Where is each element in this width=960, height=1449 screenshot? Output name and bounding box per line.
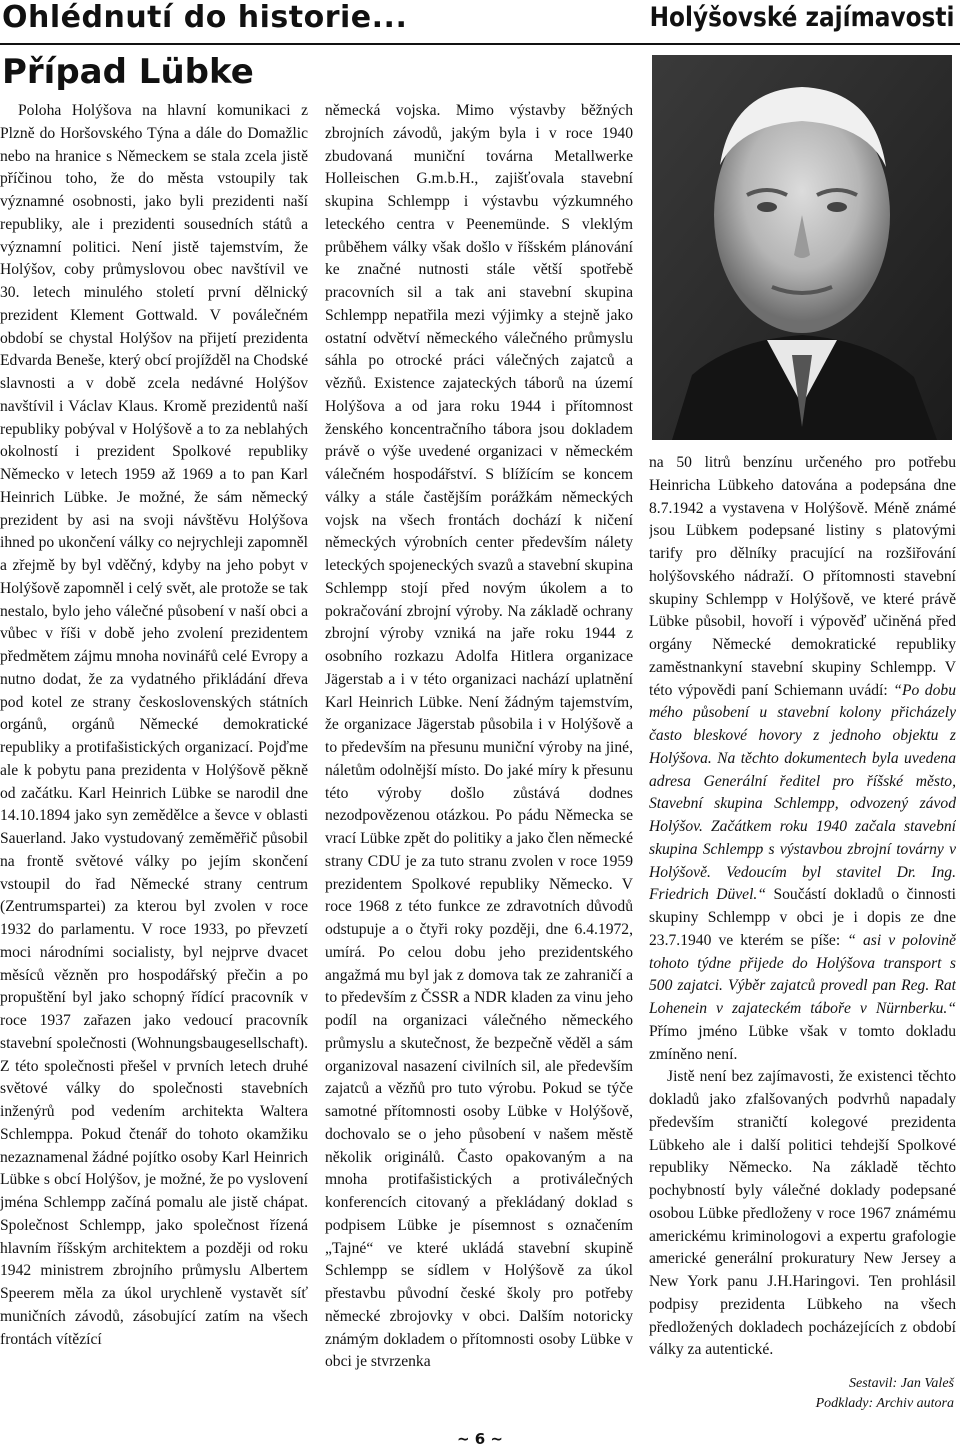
article-column-1 — [0, 100, 308, 1410]
text-run: Přímo jméno Lübke však v tomto dokladu zmíněno není. — [649, 1022, 956, 1063]
paragraph — [649, 452, 956, 1066]
paragraph: německá vojska. Mimo výstavby běžných zbrojních závodů, jakým byla i v roce 1940 zbudovaná muniční továrna Metallwerke Holleischen G.m.b.H., zajišťovala stavební skupina Schlempp i výstavbu výzkumného leteckého centra v Peenemünde. S vleklým průběhem války však došlo v říšském plánování ke značné nutnosti stále větší spotřebě pracovních sil a tak ani stavební skupina Schlempp nepatřila mezi výjimky a stejně jako ostatní odvětví německého válečného průmyslu sáhla po otrocké práci válečných zajatců a vězňů. Existence zajateckých táborů na území Holýšova a od jara roku 1944 i přítomnost ženského koncentračního tábora jsou dokladem právě o výše uvedené organizaci v německém válečném hospodářství. S blížícím se koncem války a stále častějším porážkám německých vojsk na všech frontách dochází k ničení německých výrobních center především nálety leteckých spojeneckých svazů a stavební skupina Schlempp stojí před novým úkolem a to pokračování zbrojní výroby. Na základě ochrany zbrojní výroby vzniká na jaře roku 1944 z osobního rozkazu Adolfa Hitlera organizace Jägerstab a i v této organizaci nachází uplatnění Karl Heinrich Lübke. Není žádným tajemstvím, že organizace Jägerstab působila i v Holýšově a to především na přesunu muniční výroby na jiné, náletům odolnější místo. Do jaké míry k přesunu této výroby došlo zůstává dodnes nezodpovězenou otázkou. Po pádu Německa se vrací Lübke zpět do politiky a jako člen německé strany CDU je za tuto stranu zvolen v roce 1959 prezidentem Spolkové republiky Německo. V roce 1968 z této funkce ze zdravotních důvodů odstupuje a o čtyři roky později, dne 6.4.1972, umírá. Po celou dobu jeho prezidentského angažmá mu byl jak z domova tak ze zahraničí a to především z ČSSR a NDR kladen za vinu jeho podíl na organizaci válečného německého průmyslu a skutečnost, že bezpečně věděl a sám organizoval nasazení civilních sil, ale především zajatců a vězňů pro tuto výrobu. Pokud se týče samotné přítomnosti osoby Lübke v Holýšově, dochovalo se o jeho působení v našem městě několik originálů. Často opakovaným a na mnoha protifašistických a protiválečných konferencích citovaný a překládaný doklad s podpisem Lübke je písemnost s označením „Tajné“ ve které ukládá stavební skupině Schlempp se sídlem v Holýšově za úkol přestavbu původní české školy pro potřeby německé zbrojovky v obci. Dalším notoricky známým dokladem o přítomnosti osoby Lübke v obci je stvrzenka — [325, 102, 633, 1371]
paragraph: Jistě není bez zajímavosti, že existenci těchto dokladů jako zfalšovaných podvrhů napadaly především straničtí kolegové prezidenta Lübkeho ale i další politici tehdejší Spolkové republiky Německo. Na základě těchto pochybností byly válečné doklady podepsané osobou Lübke předloženy v roce 1967 známému americkému kriminologovi a expertu grafologie americké generální prokuratury New Jersey a New York panu J.H.Haringovi. Ten prohlásil podpisy prezidenta Lübkeho na všech předložených dokladech pocházejících z období války za autentické. — [649, 1068, 956, 1359]
article-title: Případ Lübke — [2, 52, 254, 92]
credit-sources: Podklady: Archiv autora — [815, 1396, 954, 1411]
article-column-2 — [325, 100, 633, 1410]
text-run: Součástí dokladů o činnosti skupiny Schlempp v obci je i dopis ze dne 23.7.1940 ve kterém se píše: — [649, 886, 956, 949]
paragraph: Poloha Holýšova na hlavní komunikaci z Plzně do Horšovského Týna a dále do Domažlic nebo na hranice s Německem se stala zcela jistě příčinou toho, že do města vstoupily tak významné osobnosti, jako byli prezidenti naší republiky, ale i prezidenti sousedních států a významní politici. Není jistě tajemstvím, že Holýšov, coby průmyslovou obec navštívil ve 30. letech minulého století první dělnický prezident Klement Gottwald. V poválečném období se chystal Holýšov na přijetí prezidenta Edvarda Beneše, který obcí projížděl na Chodské slavnosti a v době zcela nedávné Holýšov navštívil i Václav Klaus. Kromě prezidentů naší republiky pobýval v Holýšově a to za neblahých okolností i prezident Spolkové republiky Německo v letech 1959 až 1969 a to pan Karl Heinrich Lübke. Je možné, že sám německý prezident by asi na svoji návštěvu Holýšova ihned po ukončení války co nejrychleji zapomněl a zřejmě by byl vděčný, kdyby na jeho pobyt v Holýšově zapomněl i celý svět, ale protože se tak nestalo, bylo jeho válečné působení v naší obci a vůbec v říši v době jeho zvolení prezidentem předmětem zájmu mnoha novinářů celé Evropy a nutno dodat, že za vydatného přikládání dřeva pod kotel ze strany československých státních orgánů, orgánů Německé demokratické republiky a protifašistických organizací. Pojďme ale k pobytu pana prezidenta v Holýšově pěkně od začátku. Karl Heinrich Lübke se narodil dne 14.10.1894 jako syn zemědělce a ševce v oblasti Sauerland. Jako vystudovaný zeměměřič působil na frontě světové války po jejím skončení vstoupil do řad Německé strany centrum (Zentrumspartei) za kterou byl zvolen v roce 1932 do parlamentu. V roce 1933, po převzetí moci národními socialisty, byl nejprve dvacet měsíců vězněn pro hospodářský přečin a po propuštění byl jako schopný řídící pracovník v roce 1937 zařazen jako vedoucí pracovník stavební společnosti (Wohnungsbaugesellschaft). Z této společnosti přešel v prvních letech druhé světové války do společnosti stavebních inženýrů pod vedením architekta Waltera Schlemppa. Pokud čtenář do tohoto okamžiku nezaznamenal žádné pojítko osoby Karl Heinrich Lübke s obcí Holýšov, je možné, že po vyslovení jména Schlempp začíná pomalu ale jistě chápat. Společnost Schlempp, jako společnost řízená hlavním říšským architektem a později od roku 1942 ministrem zbrojního průmyslu Albertem Speerem měla za úkol urychleně vystavět síť muničních závodů, zásobující zatím na všech frontách vítězící — [0, 102, 308, 1348]
credits — [816, 1374, 954, 1414]
section-title: Ohlédnutí do historie... — [2, 0, 408, 35]
series-title: Holýšovské zajímavosti — [649, 2, 954, 33]
quote-run: “ asi v polovině tohoto týdne přijede do Holýšova transport s 500 zajatci. Výběr zajatců provedl pan Reg. Rat Lohenein v zajateckém táboře v Nürnberku.“ — [649, 931, 956, 1017]
text-run: na 50 litrů benzínu určeného pro potřebu Heinricha Lübkeho datována a podepsána dne 8.7.1942 a vystavena v Holýšově. Méně známé jsou Lübkem podepsané listiny s platovými tarify pro dělníky pracující na rozšiřování holýšovského nádraží. O přítomnosti stavební skupiny Schlempp v Holýšově, ve které právě Lübke působil, hovoří i výpověď učiněná před orgány Německé demokratické republiky zaměstnankyní stavební skupiny Schlempp. V této výpovědi paní Schiemann uvádí: — [649, 454, 956, 699]
page-number: ~ 6 ~ — [456, 1430, 504, 1448]
portrait-photo — [652, 55, 952, 440]
quote-run: “Po dobu mého působení u stavební kolony přicházely často bleskové hovory z jednoho objektu z Holýšova. Na těchto dokumentech byla uvedena adresa Generální ředitel pro říšské město, Stavební skupina Schlempp, odvozený závod Holýšov. Začátkem roku 1940 začala stavební skupina Schlempp s výstavbou zbrojní továrny v Holýšově. Vedoucím byl stavitel Dr. Ing. Friedrich Düvel.“ — [649, 681, 956, 904]
header-rule — [0, 43, 960, 45]
credit-author: Sestavil: Jan Valeš — [849, 1376, 954, 1391]
article-column-3 — [649, 452, 956, 1372]
